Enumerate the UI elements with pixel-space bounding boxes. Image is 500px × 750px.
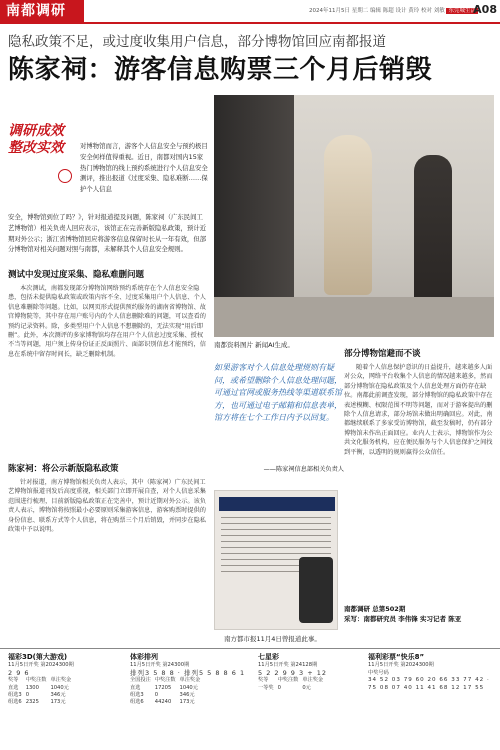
table-cell: 173元 bbox=[50, 699, 66, 706]
table-cell: 173元 bbox=[179, 699, 195, 706]
section-3-title: 部分博物馆避而不谈 bbox=[344, 349, 421, 359]
section-2-body: 针对报道，南方博物馆相关负责人表示，其中（陈家祠）广东民间工艺博物馆报道刊发后高度重视，相关部门立即开展自查，对个人信息采集范围进行梳理，目前新版隐私政策正在完善中，预计近期对外公示。该负责人表示，博物馆将按照最小必要原则采集游客信息，游客购票时提供的身份信息、联系方式等个人信息，将在购票三个月后销毁，并同步在隐私政策中予以说明。 bbox=[8, 479, 206, 534]
table-cell: 奖等 bbox=[258, 677, 269, 684]
photo-statue bbox=[324, 135, 372, 295]
section-2-title: 陈家祠：将公示新版隐私政策 bbox=[8, 464, 119, 474]
article-lead-continued: 安全，博物馆到位了吗？》，针对报道提及问题，陈家祠（广东民间工艺博物馆）相关负责人回应表示，该馆正在完善新版隐私政策，预计近期对外公示；浙江省博物馆回应将游客信息保留时长从一年有效，但部分博物馆对相关问题对照与南都，未解释其个人信息安全规则。 bbox=[8, 213, 207, 254]
table-cell: 中奖注数 bbox=[25, 677, 47, 684]
lottery-issue: 第24128期 bbox=[290, 662, 318, 669]
table-cell: 组选6 bbox=[130, 699, 144, 706]
newspaper-clipping-photo bbox=[214, 490, 338, 630]
section-1-title: 测试中发现过度采集、隐私难删问题 bbox=[8, 270, 145, 280]
table-cell: 奖等 bbox=[8, 677, 19, 684]
pull-quote: 如果游客对个人信息处理规则有疑问，或希望删除个人信息处理问题，可通过官网或服务热线等渠道联系馆方，也可通过电子邮箱和信息表单，馆方将在七个工作日内予以回复。 bbox=[214, 363, 342, 422]
lottery-label: 中奖号码 bbox=[368, 669, 389, 676]
photo-2-caption: 南方都市报11月4日曾报道此事。 bbox=[224, 635, 321, 643]
page-number: A08 bbox=[473, 3, 497, 16]
table-cell: 0 bbox=[25, 692, 29, 699]
lottery-block bbox=[258, 654, 358, 692]
article-lead: 对博物馆而言，游客个人信息安全与预约极目安全何样值得重视。近日，南都对国内15家热门博物馆的线上预约系统进行个人信息安全测评，推出报道《过度采集、隐私难断……保护个人信息 bbox=[80, 142, 208, 194]
table-cell: 1300 bbox=[25, 684, 39, 691]
table-cell: 17205 bbox=[154, 684, 172, 691]
lottery-block bbox=[8, 654, 120, 707]
table-cell: 1040元 bbox=[179, 684, 198, 691]
table-cell: 346元 bbox=[50, 692, 66, 699]
article-credit: 南都调研 总第502期 采写：南都研究员 李伟锋 实习记者 陈亚 bbox=[344, 605, 462, 623]
lottery-title: 福彩3D(第大游戏) bbox=[8, 653, 68, 661]
table-row bbox=[8, 699, 75, 706]
table-row bbox=[130, 677, 204, 684]
table-cell: 单注奖金 bbox=[302, 677, 324, 684]
lottery-numbers: 5 2 2 9 9 3 + 12 bbox=[258, 668, 327, 677]
table-row bbox=[130, 685, 204, 692]
table-cell: 一等奖 bbox=[258, 684, 274, 691]
table-cell: 中奖注数 bbox=[154, 677, 176, 684]
table-cell: 44240 bbox=[154, 699, 172, 706]
pull-quote-source: ——陈家祠信息部相关负责人 bbox=[263, 466, 344, 473]
photo-floor bbox=[214, 297, 494, 337]
table-cell: 346元 bbox=[179, 692, 195, 699]
lottery-date: 11月5日开奖 bbox=[368, 662, 399, 669]
lottery-title: 七星彩 bbox=[258, 653, 279, 661]
table-row bbox=[8, 685, 75, 692]
lottery-prize-table bbox=[130, 677, 204, 707]
table-cell: 1040元 bbox=[50, 684, 69, 691]
table-cell: 直选 bbox=[130, 684, 141, 691]
photo-visitor bbox=[414, 155, 452, 305]
table-cell: 单注奖金 bbox=[50, 677, 72, 684]
lottery-issue: 第2024300期 bbox=[40, 662, 74, 669]
article-subhead: 隐私政策不足，或过度收集用户信息，部分博物馆回应南都报道 bbox=[8, 34, 386, 50]
section-1-body: 本次测试，南都发现部分博物馆网络预约系统存在个人信息安全隐患，包括未提供隐私政策或政策内容不全、过度采集用户个人信息、个人信息难删除等问题。比如，以网页形式提供预约服务的湖南省博物馆、故宫博物院等，其中存在用户账号内的个人信息删除难的问题，可以查看的预约记录资料。除，多类型用户个人信息不想删除的，无法实现“用后即删”。此外，本次测评的多家博物馆均存在用户个人信息过度采集、授权不当等问题，用户须上传身份证正反面照片、面部识别信息才能预约，信息在系统中留存时间长，缺乏删除机制。 bbox=[8, 285, 206, 358]
table-cell: 0 bbox=[154, 692, 159, 699]
table-row bbox=[258, 677, 327, 684]
research-stamp-logo bbox=[8, 123, 72, 187]
table-cell: 组选3 bbox=[8, 692, 22, 699]
edition-text: 2024年11月5日 星期二 编辑 陈超 设计 黄玲 校对 刘敏 bbox=[309, 8, 445, 14]
lottery-title: 体彩排列 bbox=[130, 653, 158, 661]
table-cell: 全国投注 bbox=[130, 677, 151, 684]
lottery-date: 11月5日开奖 bbox=[8, 662, 39, 669]
article-headline: 陈家祠：游客信息购票三个月后销毁 bbox=[8, 55, 433, 85]
lottery-block bbox=[368, 654, 494, 692]
edition-info bbox=[309, 6, 478, 14]
lottery-prize-table bbox=[258, 677, 327, 692]
museum-visitor-photo bbox=[214, 95, 494, 337]
table-cell: 0 bbox=[277, 684, 281, 691]
seal-icon bbox=[58, 169, 72, 183]
table-cell: 单注奖金 bbox=[179, 677, 201, 684]
clipping-headline-bar bbox=[219, 497, 335, 511]
table-cell: 2325 bbox=[25, 699, 39, 706]
stamp-line-2: 整改实效 bbox=[8, 140, 64, 156]
lottery-block bbox=[130, 654, 248, 707]
table-cell: 中奖注数 bbox=[277, 677, 299, 684]
section-3-body: 随着个人信息保护意识的日益提升，越来越多人面对公众，网络平台收集个人信息的情况越来越多，然而部分博物馆在隐私政策及个人信息处理方面仍存在缺位。南都此前调查发现，部分博物馆的隐私政策中存在表述模糊、权限范围不明等问题，而对于游客提出的删除个人信息请求，部分场馆未做出明确回应。对此，南都继续联系了多家受访博物馆，截至发稿时，仍有部分博物馆未作出正面回应。业内人士表示，博物馆作为公共文化服务机构，应在便民服务与个人信息保护之间找到平衡，以透明的规则赢得公众信任。 bbox=[344, 364, 493, 456]
lottery-numbers: 2 9 6 bbox=[8, 668, 30, 677]
lottery-date: 11月5日开奖 bbox=[130, 662, 161, 669]
stamp-line-1: 调研成效 bbox=[8, 123, 64, 139]
table-cell: 组选6 bbox=[8, 699, 22, 706]
table-cell: 0元 bbox=[302, 684, 311, 691]
lottery-date: 11月5日开奖 bbox=[258, 662, 289, 669]
table-row bbox=[130, 699, 204, 706]
edition-tag: 东莞城生活 bbox=[448, 8, 476, 14]
table-row bbox=[258, 685, 327, 692]
lottery-numbers: 34 52 03 79 60 20 66 33 77 42 · 75 08 07 40 11 41 68 12 17 55 bbox=[368, 677, 490, 691]
lottery-numbers: 排列3 5 8 8 · 排列5 5 8 8 6 1 bbox=[130, 668, 246, 677]
page-header bbox=[0, 0, 500, 24]
section-banner: 南都调研 bbox=[0, 0, 84, 22]
table-cell: 直选 bbox=[8, 684, 19, 691]
phone-icon bbox=[299, 557, 333, 623]
table-cell: 组选3 bbox=[130, 692, 144, 699]
lottery-title: 福利彩票“快乐8” bbox=[368, 653, 425, 661]
photo-1-caption: 南都资料图片 新闻AI生成。 bbox=[214, 341, 294, 349]
lottery-issue: 第2024300期 bbox=[400, 662, 434, 669]
lottery-prize-table bbox=[8, 677, 75, 707]
table-row bbox=[8, 677, 75, 684]
lottery-issue: 第24300期 bbox=[162, 662, 190, 669]
